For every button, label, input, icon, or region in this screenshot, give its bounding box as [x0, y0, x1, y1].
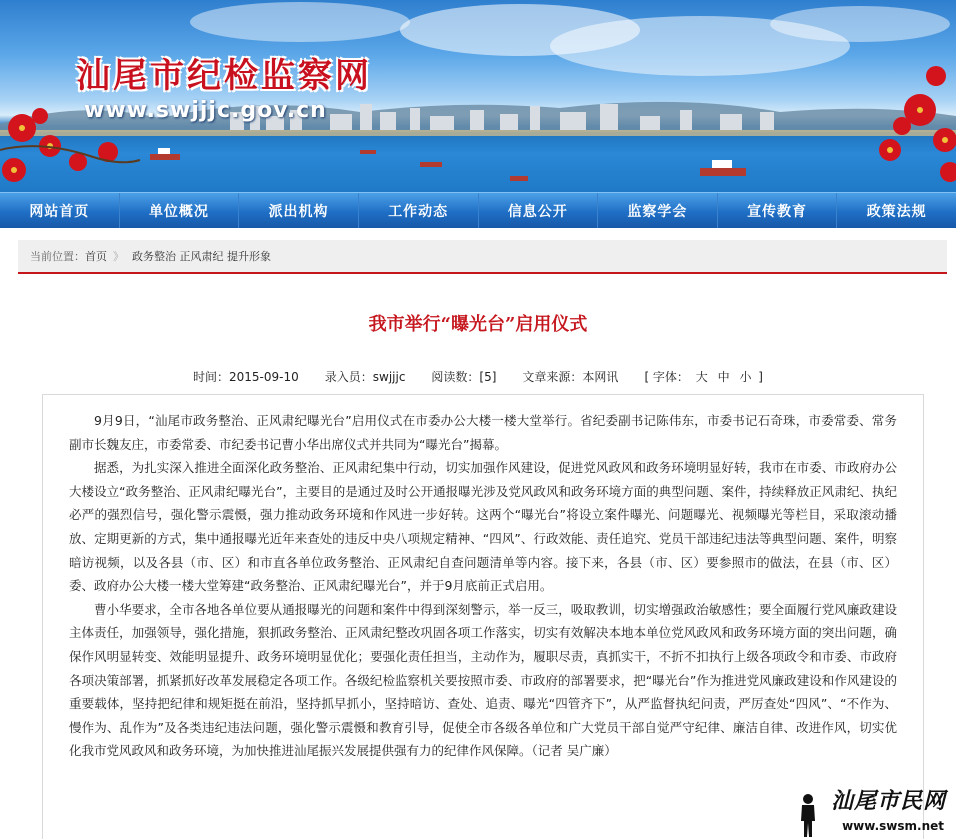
- breadcrumb: [18, 240, 947, 274]
- header-banner: [0, 0, 956, 192]
- meta-time: 时间：2015-09-10: [193, 370, 299, 384]
- article-meta: [0, 368, 956, 385]
- nav-item-home[interactable]: 网站首页: [0, 193, 120, 228]
- breadcrumb-label: 当前位置：: [30, 250, 85, 263]
- font-size-small-button[interactable]: 小: [739, 370, 752, 384]
- article-paragraph: 曹小华要求，全市各地各单位要从通报曝光的问题和案件中得到深刻警示，举一反三，吸取教训，切实增强政治敏感性；要全面履行党风廉政建设主体责任，加强领导，强化措施，狠抓政务整治、正风肃纪整改巩固各项工作落实，切实有效解决本地本单位党风政风和政务环境方面的突出问题，确保作风明显转变、效能明显提升、政务环境明显优化；要强化责任担当，主动作为，履职尽责，真抓实干，不折不扣执行上级各项政令和市委、市政府各项决策部署，抓紧抓好改革发展稳定各项工作。各级纪检监察机关要按照市委、市政府的部署要求，把“曝光台”作为推进党风廉政建设和作风建设的重要载体，坚持把纪律和规矩挺在前沿，坚持抓早抓小，坚持暗访、查处、追责、曝光“四管齐下”，从严监督执纪问责，严厉查处“四风”、“不作为、慢作为、乱作为”及各类违纪违法问题，强化警示震慑和教育引导，促使全市各级各单位和广大党员干部自觉严守纪律、廉洁自律、改进作风，切实优化我市党风政风和政务环境，为加快推进汕尾振兴发展提供强有力的纪律作风保障。（记者 吴广廉）: [69, 601, 897, 759]
- main-nav: [0, 192, 956, 228]
- person-silhouette-icon: [798, 793, 818, 837]
- nav-item-overview[interactable]: 单位概况: [120, 193, 240, 228]
- font-size-large-button[interactable]: 大: [695, 370, 708, 384]
- meta-source: 文章来源：本网讯: [522, 370, 619, 384]
- nav-item-news[interactable]: 工作动态: [359, 193, 479, 228]
- meta-recorder: 录入员：swjjjc: [324, 370, 406, 384]
- font-size-medium-button[interactable]: 中: [717, 370, 730, 384]
- watermark-url: www.swsm.net: [842, 819, 944, 833]
- nav-item-education[interactable]: 宣传教育: [718, 193, 838, 228]
- article-body: [42, 394, 924, 839]
- font-size-control: [644, 368, 763, 385]
- nav-item-disclosure[interactable]: 信息公开: [479, 193, 599, 228]
- breadcrumb-separator-icon: 》: [113, 250, 124, 263]
- site-title: 汕尾市纪检监察网: [76, 56, 372, 96]
- nav-item-branches[interactable]: 派出机构: [239, 193, 359, 228]
- nav-item-regulations[interactable]: 政策法规: [866, 203, 927, 220]
- nav-item-society[interactable]: 监察学会: [598, 193, 718, 228]
- font-size-label: [ 字体：: [644, 370, 689, 384]
- article-title: 我市举行“曝光台”启用仪式: [368, 314, 588, 335]
- watermark: [794, 789, 954, 837]
- article-paragraph: 9月9日，“汕尾市政务整治、正风肃纪曝光台”启用仪式在市委办公大楼一楼大堂举行。省纪委副书记陈伟东，市委书记石奇珠，市委常委、常务副市长魏友庄，市委常委、市纪委书记曹小华出席仪式并共同为“曝光台”揭幕。: [69, 413, 897, 452]
- font-size-end: ]: [758, 370, 763, 384]
- site-url: www.swjjjc.gov.cn: [84, 98, 327, 123]
- breadcrumb-home-link[interactable]: 首页: [85, 250, 107, 263]
- article-paragraph: 据悉，为扎实深入推进全面深化政务整治、正风肃纪集中行动，切实加强作风建设，促进党风政风和政务环境明显好转，我市在市委、市政府办公大楼设立“政务整治、正风肃纪曝光台”，主要目的是通过及时公开通报曝光涉及党风政风和政务环境方面的典型问题、案件，持续释放正风肃纪、执纪必严的强烈信号，强化警示震慑，强力推动政务环境和作风进一步好转。这两个“曝光台”将设立案件曝光、问题曝光、视频曝光等栏目，采取滚动播放、定期更新的方式，集中通报曝光近年来查处的违反中央八项规定精神、“四风”、行政效能、责任追究、党员干部违纪违法等典型问题、案件，明察暗访视频，以及各县（市、区）和市直各单位政务整治、正风肃纪自查问题清单等内容。接下来，各县（市、区）要参照市的做法，在县（市、区）委、政府办公大楼一楼大堂筹建“政务整治、正风肃纪曝光台”，并于9月底前正式启用。: [69, 460, 897, 594]
- watermark-text: 汕尾市民网: [830, 788, 946, 814]
- meta-reads: 阅读数：[5]: [431, 370, 497, 384]
- breadcrumb-category-link[interactable]: 政务整治 正风肃纪 提升形象: [132, 250, 271, 263]
